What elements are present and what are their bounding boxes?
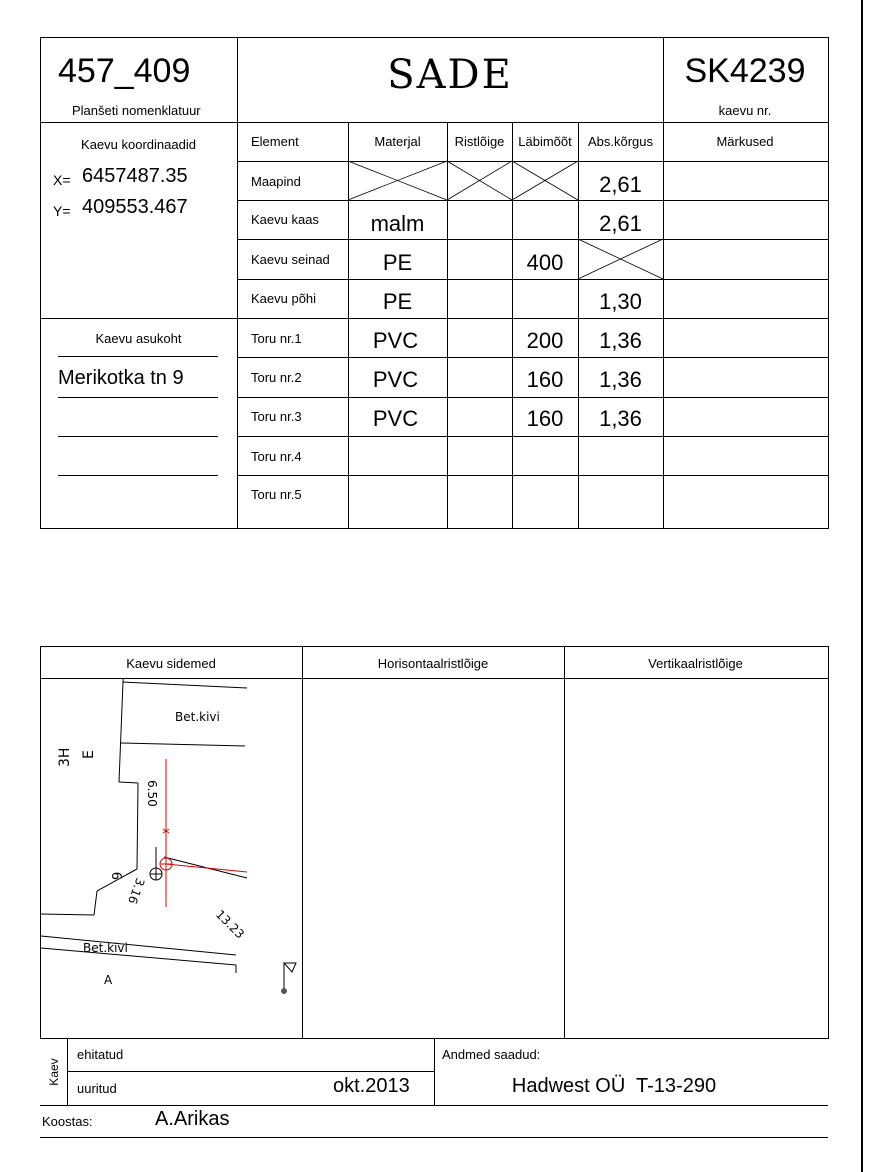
sketch-label-a: A bbox=[104, 973, 113, 987]
row-height: 2,61 bbox=[599, 172, 642, 197]
row-element: Toru nr.4 bbox=[251, 449, 302, 464]
row-element: Kaevu kaas bbox=[251, 212, 319, 227]
row-material: malm bbox=[370, 211, 425, 236]
row-element: Toru nr.1 bbox=[251, 331, 302, 346]
sketch-label-dimension: 13.23 bbox=[212, 907, 248, 942]
row-height: 1,36 bbox=[599, 406, 642, 431]
sketch-col-vertical: Vertikaalristlõige bbox=[648, 656, 743, 671]
coord-y-label: Y= bbox=[53, 203, 71, 219]
well-number-label: kaevu nr. bbox=[718, 103, 772, 118]
location-address: Merikotka tn 9 bbox=[58, 367, 184, 389]
col-header-section: Ristlõige bbox=[454, 134, 505, 149]
survey-date: okt.2013 bbox=[333, 1075, 410, 1097]
data-source-label: Andmed saadud: bbox=[442, 1047, 541, 1062]
author-name: A.Arikas bbox=[155, 1108, 230, 1130]
well-number: SK4239 bbox=[684, 52, 806, 90]
sketch-label-dist-1: 6.50 bbox=[145, 780, 159, 807]
row-element: Toru nr.3 bbox=[251, 409, 302, 424]
col-header-diameter: Läbimõõt bbox=[518, 134, 572, 149]
sketch-label-bet-kivi-1: Bet.kivi bbox=[175, 710, 220, 724]
row-diameter: 400 bbox=[526, 250, 564, 275]
row-element: Toru nr.5 bbox=[251, 487, 302, 502]
row-height: 1,36 bbox=[599, 328, 642, 353]
row-material: PE bbox=[382, 289, 413, 314]
row-element: Kaevu seinad bbox=[251, 252, 330, 267]
location-label: Kaevu asukoht bbox=[95, 331, 182, 346]
row-material: PVC bbox=[372, 367, 419, 392]
site-sketch bbox=[41, 679, 302, 1036]
sketch-label-bet-kivi-2: Bet.kivi bbox=[83, 941, 128, 955]
row-element: Maapind bbox=[251, 174, 301, 189]
col-header-height: Abs.kõrgus bbox=[587, 134, 654, 149]
col-header-notes: Märkused bbox=[716, 134, 774, 149]
row-diameter: 160 bbox=[526, 367, 564, 392]
coords-label: Kaevu koordinaadid bbox=[81, 137, 196, 152]
well-type-title: SADE bbox=[387, 52, 513, 98]
crossed-cells bbox=[0, 0, 874, 530]
coord-x-value: 6457487.35 bbox=[82, 165, 188, 187]
sketch-col-horizontal: Horisontaalristlõige bbox=[377, 656, 489, 671]
row-diameter: 160 bbox=[526, 406, 564, 431]
built-label: ehitatud bbox=[77, 1047, 124, 1062]
row-element: Toru nr.2 bbox=[251, 370, 302, 385]
row-height: 2,61 bbox=[599, 211, 642, 236]
data-source: Hadwest OÜ T-13-290 bbox=[511, 1075, 717, 1097]
row-height: 1,36 bbox=[599, 367, 642, 392]
row-material: PE bbox=[382, 250, 413, 275]
row-diameter: 200 bbox=[526, 328, 564, 353]
sketch-col-ties: Kaevu sidemed bbox=[126, 656, 216, 671]
row-material: PVC bbox=[372, 328, 419, 353]
sheet-number: 457_409 bbox=[58, 52, 191, 90]
sketch-label-building: 3H bbox=[57, 747, 73, 767]
coord-x-label: X= bbox=[53, 172, 71, 188]
row-material: PVC bbox=[372, 406, 419, 431]
col-header-element: Element bbox=[251, 134, 299, 149]
surveyed-label: uuritud bbox=[77, 1081, 117, 1096]
row-element: Kaevu põhi bbox=[251, 291, 317, 306]
row-height: 1,30 bbox=[599, 289, 642, 314]
coord-y-value: 409553.467 bbox=[82, 196, 188, 218]
sketch-label-building-e: E bbox=[81, 750, 97, 759]
sheet-label: Planšeti nomenklatuur bbox=[72, 103, 201, 118]
sketch-label-dist-2: 3.16 bbox=[125, 875, 148, 906]
kaev-label: Kaev bbox=[47, 1058, 61, 1086]
sketch-label-house-no: 9 bbox=[111, 871, 126, 880]
author-label: Koostas: bbox=[42, 1114, 93, 1129]
col-header-material: Materjal bbox=[374, 134, 421, 149]
